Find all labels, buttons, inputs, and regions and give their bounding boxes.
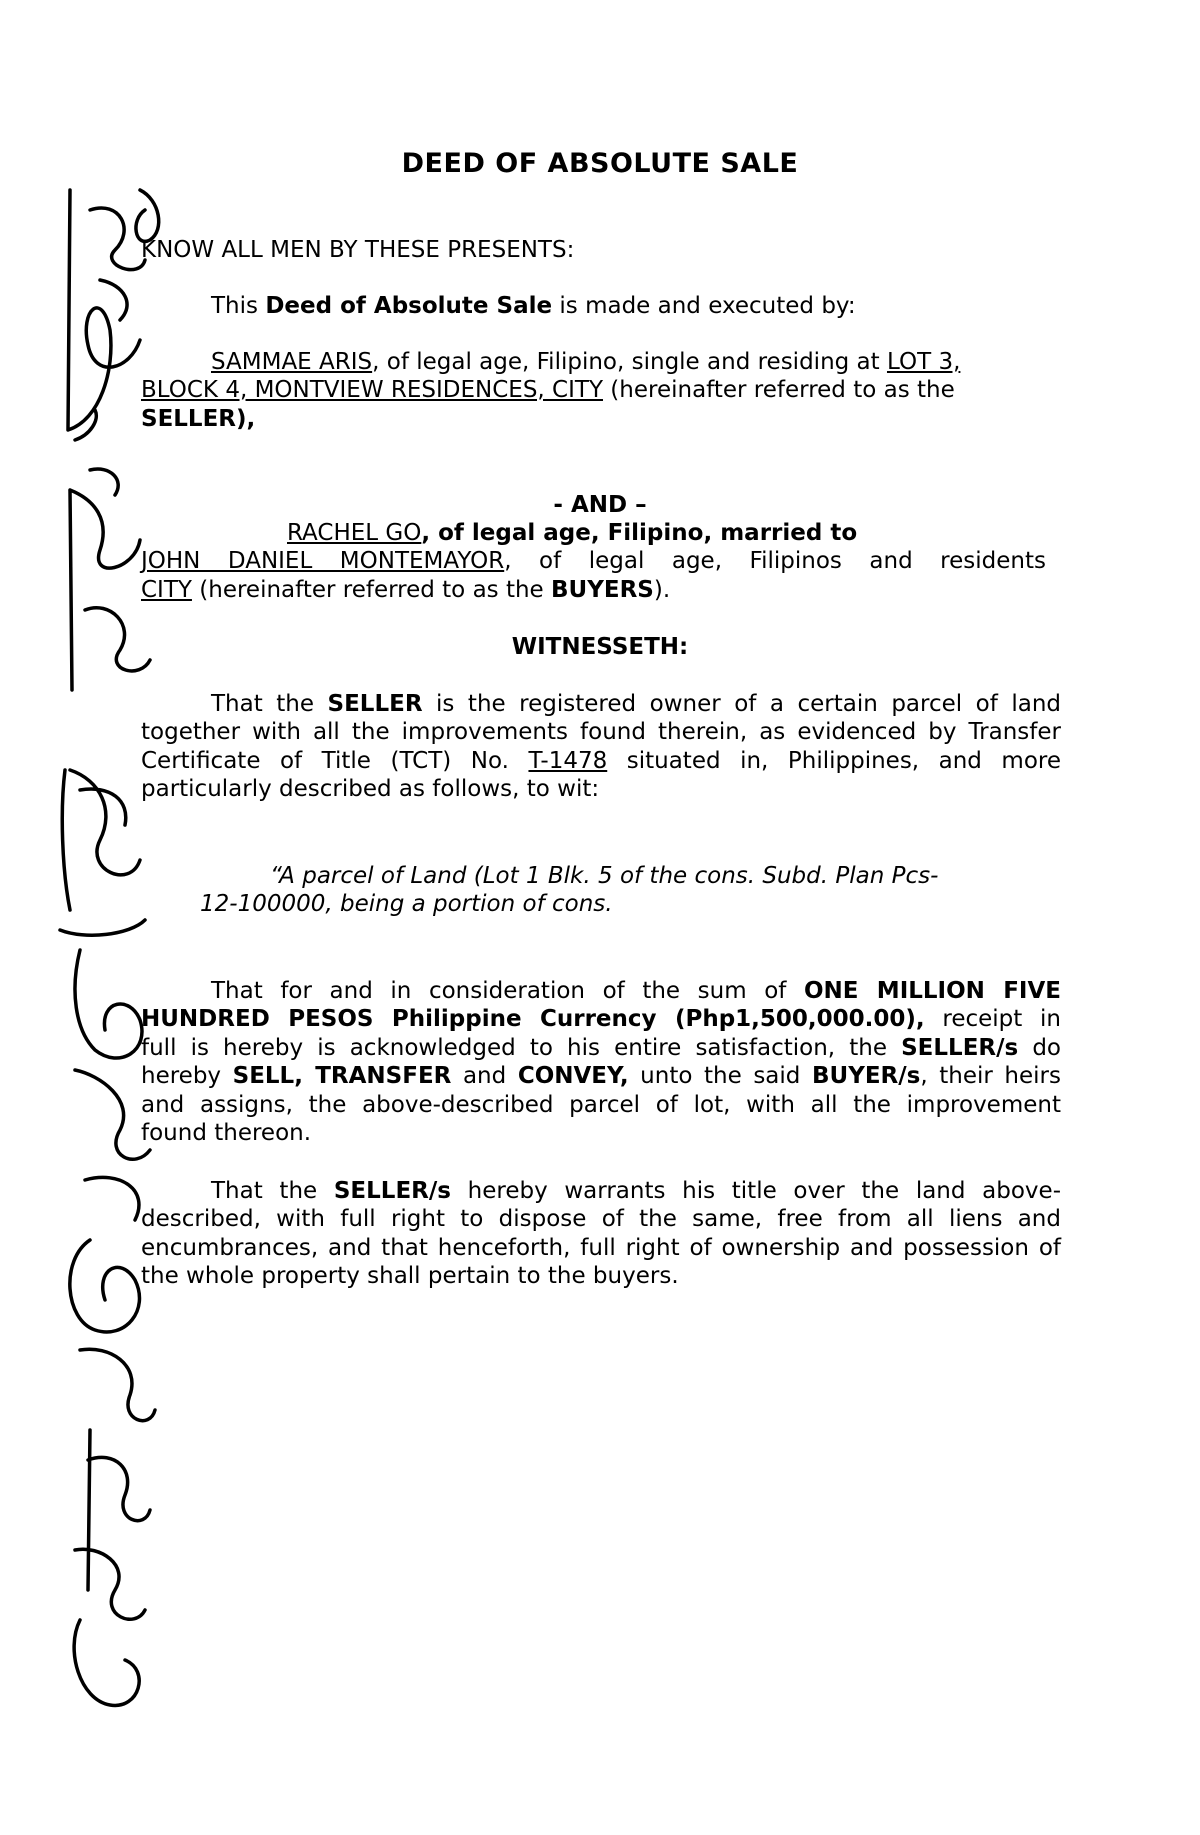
quote-line-2: 12-100000, being a portion of cons. bbox=[200, 891, 613, 917]
intro-post: is made and executed by: bbox=[552, 293, 856, 319]
quote-line-1: “A parcel of Land (Lot 1 Blk. 5 of the cons. Subd. Plan Pcs- bbox=[270, 863, 939, 889]
buyer-line3-end: ). bbox=[653, 577, 671, 603]
para2-line-4 bbox=[141, 1062, 1061, 1091]
seller-address-1: LOT 3, bbox=[886, 349, 961, 375]
seller-line2-text: (hereinafter referred to as the bbox=[603, 377, 955, 403]
para2-l4-post: , their heirs bbox=[920, 1063, 1061, 1089]
intro-bold: Deed of Absolute Sale bbox=[265, 293, 553, 319]
document-title: DEED OF ABSOLUTE SALE bbox=[401, 148, 799, 179]
para2-line-6: found thereon. bbox=[141, 1120, 312, 1146]
para3-l1-post: hereby warrants his title over the land above- bbox=[450, 1178, 1061, 1204]
know-all-men: KNOW ALL MEN BY THESE PRESENTS: bbox=[141, 237, 575, 263]
para3-l1-pre: That the bbox=[211, 1178, 334, 1204]
para3-line-2: described, with full right to dispose of the same, free from all liens and bbox=[141, 1206, 1061, 1232]
para2-l1-bold: ONE MILLION FIVE bbox=[804, 978, 1061, 1004]
buyer-line-1 bbox=[287, 519, 907, 548]
signature-4 bbox=[75, 950, 150, 1220]
and-separator: - AND – bbox=[553, 492, 647, 518]
para2-line-1 bbox=[141, 977, 1061, 1006]
para1-line-3 bbox=[141, 747, 1061, 776]
para1-l3-post: situated in, Philippines, and more bbox=[607, 748, 1061, 774]
buyer-name-1: RACHEL GO bbox=[287, 520, 422, 546]
seller-line-1 bbox=[141, 348, 1131, 377]
witnesseth-heading: WITNESSETH: bbox=[511, 634, 689, 660]
buyer-role: BUYERS bbox=[551, 577, 654, 603]
para2-l4-bold2: CONVEY, bbox=[517, 1063, 629, 1089]
para1-line-1 bbox=[141, 690, 1061, 719]
buyer-line1-text: , of legal age, Filipino, married to bbox=[421, 520, 858, 546]
para2-l3-post: do bbox=[1018, 1035, 1062, 1061]
buyer-line-3 bbox=[141, 576, 1061, 605]
seller-line1-text: , of legal age, Filipino, single and residing at bbox=[372, 349, 887, 375]
para2-l4-bold3: BUYER/s bbox=[811, 1063, 921, 1089]
intro-pre: This bbox=[211, 293, 266, 319]
para1-line-2: together with all the improvements found therein, as evidenced by Transfer bbox=[141, 719, 1061, 745]
para2-l4-pre: hereby bbox=[141, 1063, 233, 1089]
para1-l3-pre: Certificate of Title (TCT) No. bbox=[141, 748, 529, 774]
para3-line-3: encumbrances, and that henceforth, full right of ownership and possession of bbox=[141, 1235, 1061, 1261]
para2-l2-post: receipt in bbox=[924, 1006, 1061, 1032]
buyer-line-2 bbox=[141, 547, 1046, 576]
tct-number: T-1478 bbox=[528, 748, 608, 774]
para2-line-2 bbox=[141, 1005, 1061, 1034]
seller-line-2 bbox=[141, 376, 1061, 405]
para2-l1-pre: That for and in consideration of the sum of bbox=[211, 978, 804, 1004]
para2-l2-bold: HUNDRED PESOS Philippine Currency (Php1,500,000.00), bbox=[141, 1006, 925, 1032]
buyer-city: CITY bbox=[141, 577, 192, 603]
para3-line-4: the whole property shall pertain to the buyers. bbox=[141, 1263, 679, 1289]
buyer-name-2: JOHN DANIEL MONTEMAYOR bbox=[141, 548, 505, 574]
para2-l4-mid: and bbox=[451, 1063, 518, 1089]
para1-l1-pre: That the bbox=[211, 691, 328, 717]
para2-line-5: and assigns, the above-described parcel of lot, with all the improvement bbox=[141, 1092, 1061, 1118]
para1-l1-post: is the registered owner of a certain parcel of land bbox=[422, 691, 1062, 717]
signature-3 bbox=[60, 770, 145, 935]
buyer-line2-text: , of legal age, Filipinos and residents bbox=[504, 548, 1046, 574]
seller-name: SAMMAE ARIS bbox=[211, 349, 373, 375]
para1-l1-bold: SELLER bbox=[327, 691, 423, 717]
para2-l4-bold1: SELL, TRANSFER bbox=[232, 1063, 452, 1089]
para2-l4-mid2: unto the said bbox=[628, 1063, 812, 1089]
seller-role: SELLER), bbox=[141, 406, 256, 432]
para2-line-3 bbox=[141, 1034, 1061, 1063]
para3-line-1 bbox=[141, 1177, 1061, 1206]
seller-address-2: BLOCK 4, MONTVIEW RESIDENCES, CITY bbox=[141, 377, 603, 403]
para1-line-4: particularly described as follows, to wit: bbox=[141, 776, 600, 802]
para3-l1-bold: SELLER/s bbox=[333, 1178, 451, 1204]
buyer-line3-text: (hereinafter referred to as the bbox=[191, 577, 552, 603]
intro-line bbox=[141, 292, 1131, 321]
para2-l3-pre: full is hereby is acknowledged to his entire satisfaction, the bbox=[141, 1035, 902, 1061]
para2-l3-bold: SELLER/s bbox=[901, 1035, 1019, 1061]
signature-6 bbox=[74, 1430, 150, 1705]
